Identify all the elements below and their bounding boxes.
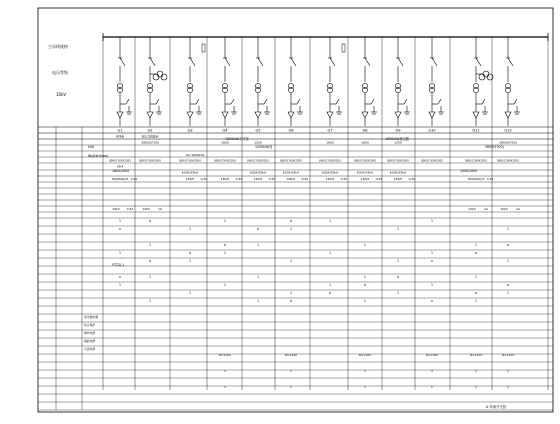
mark-circle: o <box>507 369 509 373</box>
dc-voltage-tag: DC110V <box>425 353 439 357</box>
earth-switch-blade <box>404 99 407 104</box>
mark-circle: o <box>257 227 259 231</box>
panel-ct-class: 0.5S <box>200 177 208 181</box>
mark-one: 1 <box>474 299 478 303</box>
vt-icon <box>483 71 489 77</box>
panel-id: G4 <box>222 128 228 133</box>
earth-switch-blade <box>438 99 441 104</box>
panel-dims: 800X1760X2200 <box>109 159 131 163</box>
mark-one: 1 <box>396 259 400 263</box>
breaker-blade <box>258 58 263 66</box>
dc-voltage-tag: DC110V <box>469 353 483 357</box>
earth-switch-blade <box>371 99 374 104</box>
feeder-G9 <box>395 37 410 126</box>
mark-circle: o <box>224 243 226 247</box>
dc-voltage-tag: DC110V <box>284 353 298 357</box>
cable-termination-icon <box>395 112 401 118</box>
breaker-blade <box>398 58 403 66</box>
g11-cap-text: 1000/1000 <box>460 169 478 173</box>
feeder-G2 <box>147 37 162 126</box>
panel-dims: 800X1760X2200 <box>139 159 161 163</box>
panel-id: G2 <box>147 128 153 133</box>
voltage-value: 10kV <box>56 92 67 97</box>
ct-icon <box>362 87 367 92</box>
panel-dims: 800X1760X2200 <box>319 159 341 163</box>
breaker-blade <box>365 58 370 66</box>
mark-one: 1 <box>430 251 434 255</box>
mark-circle: o <box>149 259 151 263</box>
panel-ct-ratio: 150/5 <box>220 177 230 181</box>
mark-one: 1 <box>430 283 434 287</box>
panel-dims: 800X1760X2200 <box>214 159 236 163</box>
mark-one: 1 <box>396 227 400 231</box>
mark-one: 1 <box>256 243 260 247</box>
mark-circle: o <box>475 251 477 255</box>
mark-one: 1 <box>474 275 478 279</box>
panel-id: G9 <box>395 128 401 133</box>
panel-rating: 630A/25kA <box>181 170 199 175</box>
panel-capacity: 1600 <box>326 140 334 145</box>
mark-one: 1 <box>431 385 433 389</box>
mark-one: 1 <box>396 291 400 295</box>
panel-ct-ratio: 300(600)/5 <box>467 177 485 181</box>
panel-vt: 12kV <box>468 207 476 211</box>
g1-cap-text: 1600/1000 <box>112 169 130 173</box>
ct-icon <box>147 87 152 92</box>
panel-rating: 630A/25kA <box>249 170 267 175</box>
ct-icon <box>327 87 332 92</box>
mark-one: 1 <box>188 259 192 263</box>
dc-voltage-tag: DC110V <box>358 353 372 357</box>
mark-circle: o <box>290 219 292 223</box>
vt-icon <box>153 74 159 80</box>
panel-ct-ratio: 150/5 <box>393 177 403 181</box>
panel-capacity: 2850(5700) <box>141 140 159 145</box>
breaker-blade <box>120 58 125 66</box>
cable-termination-icon <box>255 112 261 118</box>
panel-id: G3 <box>187 128 193 133</box>
panel-ct-class: 0.5S <box>408 177 416 181</box>
cable-termination-icon <box>362 112 368 118</box>
relay-label: 操作电源 <box>84 331 96 335</box>
mark-one: 1 <box>363 299 367 303</box>
cable-termination-icon <box>429 112 435 118</box>
panel-rating: 630A/25kA <box>356 170 374 175</box>
mark-one: 1 <box>256 299 260 303</box>
mark-one: 1 <box>188 291 192 295</box>
cable-termination-icon <box>327 112 333 118</box>
panel-fuse: 1A <box>516 207 520 211</box>
ct-icon <box>187 87 192 92</box>
breaker-blade <box>150 58 155 66</box>
ct-icon <box>505 87 510 92</box>
ct-icon <box>255 87 260 92</box>
mark-one: 1 <box>328 283 332 287</box>
g8-model-text: 1600kVA变压器 <box>385 137 409 141</box>
voltage-transformer <box>150 71 167 80</box>
feeder-G1 <box>117 37 132 126</box>
mark-one: 1 <box>118 219 122 223</box>
voltage-label: 电压等级 <box>52 70 68 75</box>
mark-circle: o <box>119 227 121 231</box>
mark-one: 1 <box>118 283 122 287</box>
panel-fuse: 0.5A <box>126 207 134 211</box>
panel-id: G11 <box>472 128 480 133</box>
cable-termination-icon <box>117 112 123 118</box>
mark-one: 1 <box>363 243 367 247</box>
vt-icon <box>161 74 167 80</box>
breaker-blade <box>432 58 437 66</box>
dc-voltage-tag: DC110V <box>501 353 515 357</box>
mark-one: 1 <box>474 243 478 247</box>
earth-switch-blade <box>156 99 159 104</box>
earth-switch-blade <box>336 99 339 104</box>
mark-circle: o <box>397 275 399 279</box>
panel-vt: 12kV <box>142 207 150 211</box>
bus-label: 主母线规格 <box>48 44 68 49</box>
ct-icon <box>288 87 293 92</box>
panel-ct-ratio: 150/5 <box>253 177 263 181</box>
panel-capacity: 1250 <box>394 140 402 145</box>
panel-id: G12 <box>504 128 512 133</box>
g3-note-text: SC-1600kVA <box>186 153 205 157</box>
mark-circle: o <box>329 291 331 295</box>
panel-id: G1 <box>117 128 123 133</box>
mark-one: 1 <box>506 291 510 295</box>
ct-icon <box>222 87 227 92</box>
mark-one: 1 <box>148 243 152 247</box>
panel-ct-class: 0.5S <box>235 177 243 181</box>
panel-ct-class: 0.5S <box>268 177 276 181</box>
panel-ct-ratio: 150/5 <box>325 177 335 181</box>
panel-dims: 800X1760X2200 <box>465 159 487 163</box>
cable-termination-icon <box>147 112 153 118</box>
mark-circle: o <box>189 251 191 255</box>
vt-icon <box>157 71 163 77</box>
breaker-blade <box>225 58 230 66</box>
feeder-G10 <box>429 37 444 126</box>
mark-one: 1 <box>507 385 509 389</box>
panel-ct-class: 0.2S <box>130 177 138 181</box>
feeder-G3 <box>187 37 202 126</box>
mark-one: 1 <box>289 291 293 295</box>
ct-icon <box>395 87 400 92</box>
panel-id: G5 <box>255 128 261 133</box>
earth-switch-blade <box>264 99 267 104</box>
mark-circle: o <box>364 283 366 287</box>
mark-one: 1 <box>364 385 366 389</box>
cable-termination-icon <box>473 112 479 118</box>
feeder-G5 <box>255 37 270 126</box>
breaker-blade <box>190 58 195 66</box>
g4-model-text: 1600kVA干式变 <box>225 137 249 141</box>
panel-ct-ratio: 300/5 <box>286 177 296 181</box>
breaker-blade <box>508 58 513 66</box>
panel-dims: 800X1760X2200 <box>280 159 302 163</box>
mark-one: 1 <box>118 251 122 255</box>
relay-label: 储能电源 <box>84 339 96 343</box>
breaker-blade <box>330 58 335 66</box>
mark-one: 1 <box>256 275 260 279</box>
feeder-G4 <box>222 37 237 126</box>
mark-one: 1 <box>328 219 332 223</box>
mark-circle: o <box>507 243 509 247</box>
mark-one: 1 <box>223 251 227 255</box>
vt-icon <box>479 74 485 80</box>
mark-circle: o <box>224 369 226 373</box>
panel-separators <box>103 37 548 390</box>
panel-ct-class: 0.5S <box>340 177 348 181</box>
earth-switch-blade <box>231 99 234 104</box>
dims-unit-text: WxDxH(mm) <box>88 154 109 158</box>
ct-icon <box>473 87 478 92</box>
panel-capacity: 2850(5700) <box>499 140 517 145</box>
mark-circle: o <box>431 259 433 263</box>
earth-switch-blade <box>482 99 485 104</box>
panel-id: G8 <box>362 128 368 133</box>
mark-circle: o <box>149 219 151 223</box>
feeder-G6 <box>288 37 303 126</box>
g5-model-text: 1250kVA变 <box>255 145 273 149</box>
relay-label: 信号继电器 <box>84 315 98 319</box>
panel-rating: 630A/25kA <box>389 170 407 175</box>
cable-termination-icon <box>288 112 294 118</box>
panel-capacity: 1600 <box>221 140 229 145</box>
mark-one: 1 <box>148 299 152 303</box>
cable-termination-icon <box>187 112 193 118</box>
g12-cap-text: 2850(5700) <box>485 145 504 149</box>
earth-switch-blade <box>514 99 517 104</box>
fuse-icon <box>202 44 205 52</box>
panel-id: G7 <box>327 128 333 133</box>
ct-icon <box>429 87 434 92</box>
mark-circle: o <box>431 369 433 373</box>
feeder-G8 <box>362 37 377 126</box>
mark-one: 1 <box>430 219 434 223</box>
mark-circle: o <box>364 369 366 373</box>
relay-label: 交流电源 <box>84 347 96 351</box>
mark-one: 1 <box>328 251 332 255</box>
panel-vt: 10kV <box>112 207 120 211</box>
panel-ct-class: 0.5S <box>301 177 309 181</box>
breaker-blade <box>291 58 296 66</box>
earth-switch-blade <box>196 99 199 104</box>
dc-voltage-tag: DC110V <box>218 353 232 357</box>
mark-one: 1 <box>223 283 227 287</box>
panel-ct-class: 0.5S <box>375 177 383 181</box>
cable-termination-icon <box>222 112 228 118</box>
panel-vt: 10kV <box>500 207 508 211</box>
mark-circle: o <box>119 275 121 279</box>
earth-switch-blade <box>297 99 300 104</box>
panel-ct-ratio: 300(600)/5 <box>111 177 129 181</box>
panel-name: 进线柜 <box>115 134 125 139</box>
mark-one: 1 <box>363 275 367 279</box>
mark-one: 1 <box>475 385 477 389</box>
panel-id: G6 <box>288 128 294 133</box>
mark-circle: o <box>475 369 477 373</box>
panel-id: G10 <box>428 128 436 133</box>
panel-rating: 630A/25kA <box>321 170 339 175</box>
feeder-circuits <box>117 37 520 126</box>
voltage-transformer <box>476 71 493 80</box>
breaker-blade <box>476 58 481 66</box>
panel-capacity: 1600 <box>361 140 369 145</box>
mark-circle: o <box>475 291 477 295</box>
mark-one: 1 <box>223 219 227 223</box>
panel-dims: 800X1760X2200 <box>387 159 409 163</box>
panel-fuse: 1A <box>484 207 488 211</box>
panel-dims: 800X1760X2200 <box>247 159 269 163</box>
mark-one: 1 <box>224 385 226 389</box>
mark-circle: o <box>431 299 433 303</box>
panel-name: 电压互感器柜 <box>141 134 159 139</box>
ct-icon <box>117 87 122 92</box>
panel-dims: 800X1760X2200 <box>179 159 201 163</box>
vt-model-text: YTZ2J-1 <box>112 263 125 267</box>
mark-circle: o <box>507 283 509 287</box>
panel-dims: 800X1760X2200 <box>497 159 519 163</box>
mark-one: 1 <box>148 275 152 279</box>
fuse-icon <box>342 44 345 52</box>
panel-capacity: 1250 <box>254 140 262 145</box>
feeder-G11 <box>473 37 488 126</box>
panel-ct-ratio: 150/5 <box>185 177 195 181</box>
panel-dims: 800X1760X2200 <box>354 159 376 163</box>
mark-circle: o <box>290 369 292 373</box>
earth-switch-blade <box>126 99 129 104</box>
footer-text: A 负荷开关柜 <box>486 405 507 409</box>
mark-one: 1 <box>289 227 293 231</box>
mark-one: 1 <box>290 385 292 389</box>
mark-one: 1 <box>506 259 510 263</box>
cable-termination-icon <box>505 112 511 118</box>
mark-one: 1 <box>188 227 192 231</box>
mark-one: 1 <box>289 259 293 263</box>
panel-fuse: 1A <box>158 207 162 211</box>
panel-dims: 800X1760X2200 <box>421 159 443 163</box>
panel-rating: 630A/25kA <box>282 170 300 175</box>
panel-ct-class: 0.2S <box>486 177 494 181</box>
kva-unit-text: kVA <box>88 145 95 149</box>
mark-one: 1 <box>506 227 510 231</box>
feeder-G12 <box>505 37 520 126</box>
feeder-G7 <box>327 37 342 126</box>
relay-label: 综合保护 <box>84 323 96 327</box>
mark-circle: o <box>290 299 292 303</box>
panel-ct-ratio: 150/5 <box>360 177 370 181</box>
panel-breaker-model: VD4 <box>116 164 124 169</box>
